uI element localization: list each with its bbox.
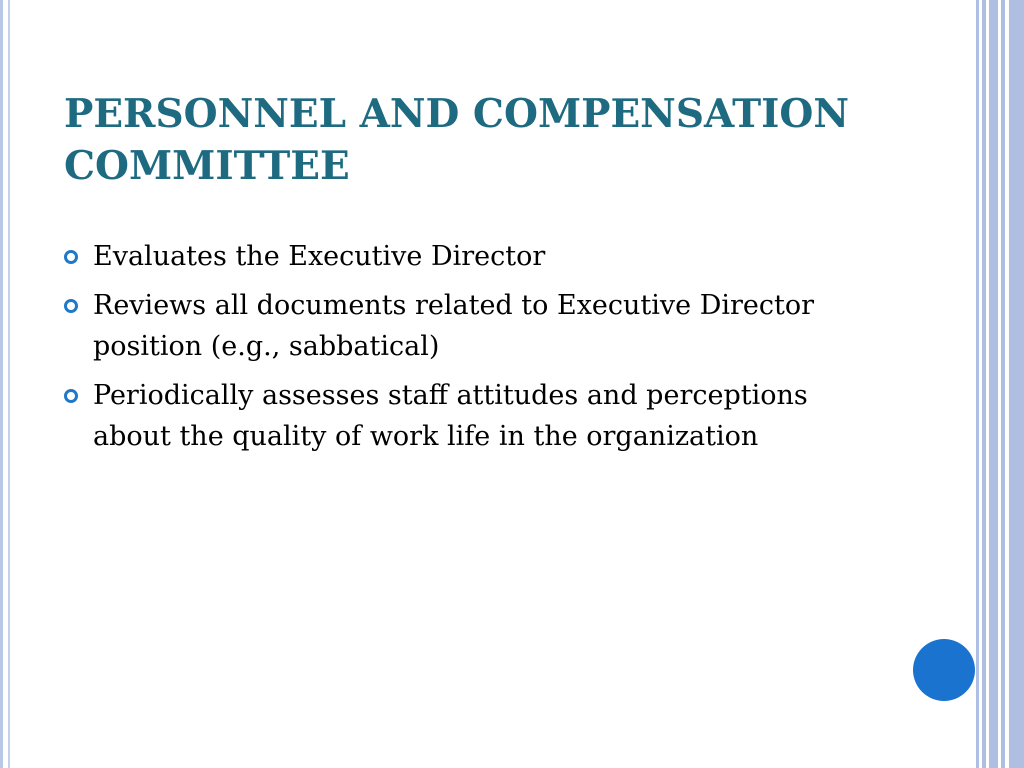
bullet-item bbox=[64, 236, 884, 277]
bullet-circle-icon bbox=[64, 389, 78, 403]
left-border-line bbox=[0, 0, 3, 768]
bullet-circle-icon bbox=[64, 299, 78, 313]
bullet-item bbox=[64, 285, 884, 367]
right-decorative-stripe bbox=[976, 0, 979, 768]
bullet-list bbox=[64, 236, 884, 465]
right-decorative-stripe bbox=[1009, 0, 1024, 768]
right-decorative-stripe bbox=[1001, 0, 1005, 768]
bullet-text: Periodically assesses staff attitudes and perceptions about the quality of work life in the organization bbox=[93, 380, 808, 452]
decorative-circle-icon bbox=[913, 639, 975, 701]
bullet-text: Reviews all documents related to Executive Director position (e.g., sabbatical) bbox=[93, 290, 815, 362]
bullet-item bbox=[64, 375, 884, 457]
bullet-circle-icon bbox=[64, 250, 78, 264]
bullet-text: Evaluates the Executive Director bbox=[93, 241, 546, 272]
right-decorative-stripe bbox=[982, 0, 986, 768]
right-decorative-stripe bbox=[989, 0, 998, 768]
slide-title: PERSONNEL AND COMPENSATION COMMITTEE bbox=[64, 91, 849, 189]
left-border-line-inner bbox=[8, 0, 10, 768]
